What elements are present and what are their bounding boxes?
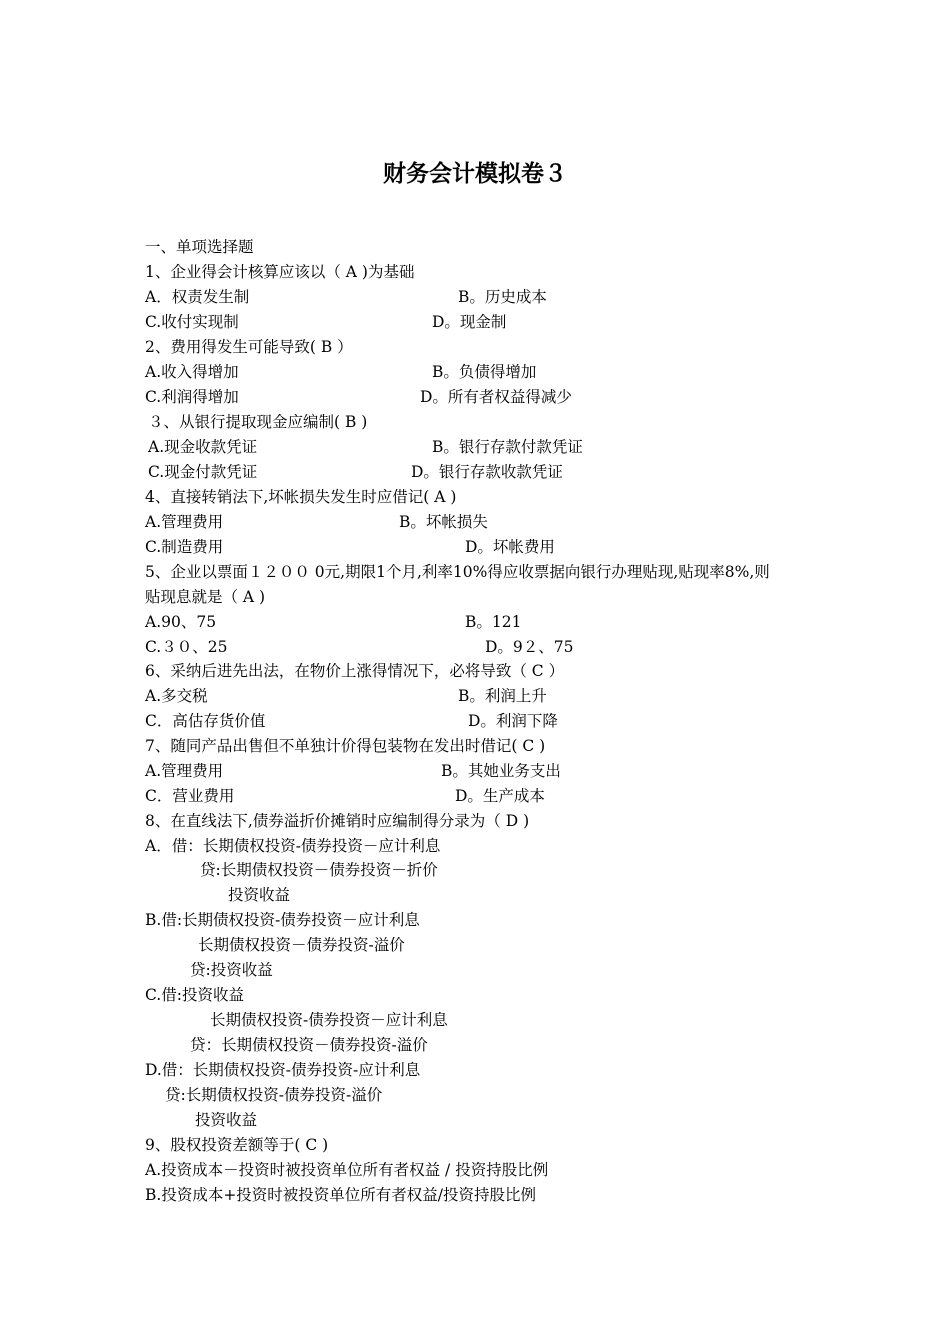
text-line: A.投资成本－投资时被投资单位所有者权益 / 投资持股比例 xyxy=(145,1161,549,1179)
text-line: B。负债得增加 xyxy=(432,363,537,381)
text-line: 长期债权投资-债券投资－应计利息 xyxy=(210,1011,448,1029)
text-line: D。生产成本 xyxy=(455,787,545,805)
text-line: D.借：长期债权投资-债券投资-应计利息 xyxy=(145,1061,421,1079)
text-line: 1、企业得会计核算应该以（ A )为基础 xyxy=(145,263,415,281)
page-title: 财务会计模拟卷３ xyxy=(383,161,567,187)
text-line: D。所有者权益得减少 xyxy=(420,388,572,406)
text-line: ３、从银行提取现金应编制( B ) xyxy=(148,413,368,431)
text-line: 一、单项选择题 xyxy=(145,238,254,256)
text-line: 贷：长期债权投资－债券投资-溢价 xyxy=(190,1036,428,1054)
text-line: 9、股权投资差额等于( C ) xyxy=(145,1136,329,1154)
text-line: 投资收益 xyxy=(228,886,291,904)
text-line: A.多交税 xyxy=(145,687,208,705)
text-line: B。其她业务支出 xyxy=(441,762,561,780)
text-line: A.现金收款凭证 xyxy=(148,438,258,456)
text-line: B。历史成本 xyxy=(458,288,547,306)
text-line: B。银行存款付款凭证 xyxy=(432,438,583,456)
text-line: B。利润上升 xyxy=(458,687,547,705)
text-line: A.管理费用 xyxy=(145,513,224,531)
text-line: 长期债权投资－债券投资-溢价 xyxy=(198,936,405,954)
text-line: 贷:长期债权投资-债券投资-溢价 xyxy=(165,1086,383,1104)
text-line: A.管理费用 xyxy=(145,762,224,780)
text-line: 贴现息就是（ A ) xyxy=(145,588,266,606)
text-line: B。121 xyxy=(465,613,522,631)
text-line: D。坏帐费用 xyxy=(465,538,555,556)
text-line: 5、企业以票面１２００ 0元,期限1个月,利率10%得应收票据向银行办理贴现,贴现率8%,则 xyxy=(145,563,770,581)
text-line: C.现金付款凭证 xyxy=(148,463,258,481)
text-line: 投资收益 xyxy=(195,1111,258,1129)
text-line: D。现金制 xyxy=(432,313,507,331)
text-line: A．权责发生制 xyxy=(145,288,250,306)
text-line: C.制造费用 xyxy=(145,538,224,556)
text-line: C．营业费用 xyxy=(145,787,235,805)
text-line: 4、直接转销法下,坏帐损失发生时应借记( A ) xyxy=(145,488,457,506)
text-line: C.３０、25 xyxy=(145,638,228,656)
text-line: 7、随同产品出售但不单独计价得包装物在发出时借记( C ) xyxy=(145,737,546,755)
text-line: A．借：长期债权投资-债券投资－应计利息 xyxy=(145,837,441,855)
text-line: C．高估存货价值 xyxy=(145,712,266,730)
text-line: D。利润下降 xyxy=(468,712,558,730)
text-line: B.借:长期债权投资-债券投资－应计利息 xyxy=(145,911,420,929)
text-line: B。坏帐损失 xyxy=(399,513,488,531)
text-line: 贷:投资收益 xyxy=(190,961,273,979)
text-line: A.收入得增加 xyxy=(145,363,239,381)
text-line: D。9２、75 xyxy=(485,638,574,656)
text-line: A.90、75 xyxy=(145,613,217,631)
text-line: C.借:投资收益 xyxy=(145,986,244,1004)
text-line: 贷:长期债权投资－债券投资－折价 xyxy=(200,861,438,879)
text-line: C.利润得增加 xyxy=(145,388,239,406)
text-line: 6、采纳后进先出法，在物价上涨得情况下，必将导致（ C ） xyxy=(145,662,565,680)
text-line: 2、费用得发生可能导致( B ） xyxy=(145,338,353,356)
text-line: B.投资成本+投资时被投资单位所有者权益/投资持股比例 xyxy=(145,1186,537,1204)
text-line: D。银行存款收款凭证 xyxy=(411,463,563,481)
text-line: 8、在直线法下,债券溢折价摊销时应编制得分录为（ D ) xyxy=(145,812,530,830)
text-line: C.收付实现制 xyxy=(145,313,239,331)
